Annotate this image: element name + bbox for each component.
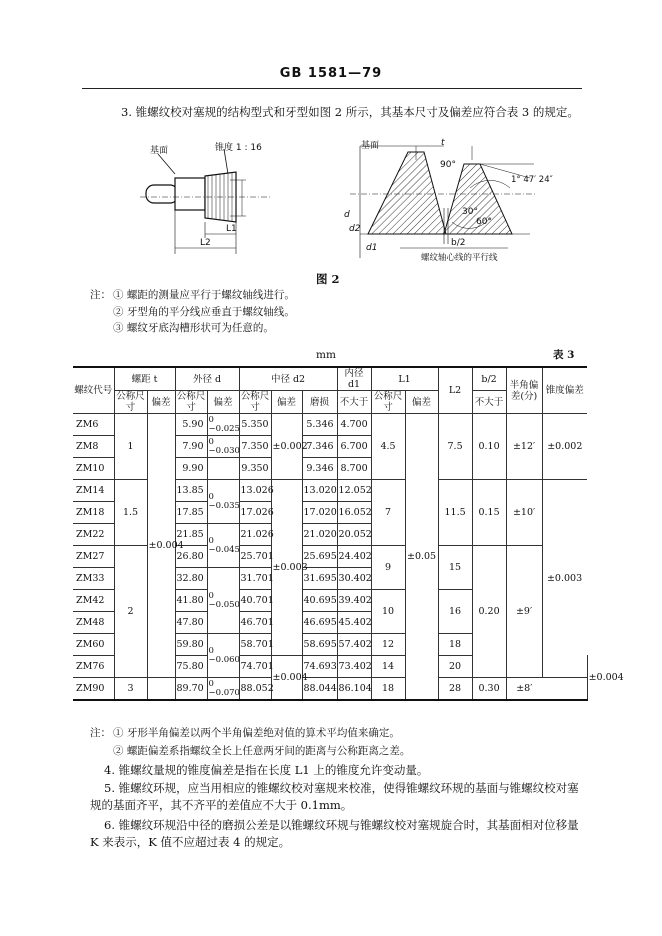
col-head-od: 外径 d (175, 367, 239, 391)
clause-5: 5. 锥螺纹环规，应当用相应的锥螺纹校对塞规来校准，使得锥螺纹环规的基面与锥螺纹校对塞规的基面齐平，其不齐平的差值应不大于 0.1mm。 (90, 781, 579, 812)
col-head-half: 半角偏差(分) (506, 367, 542, 414)
fig-L2-label: L2 (200, 238, 211, 248)
note-item: ③ 螺纹牙底沟槽形状可为任意的。 (113, 322, 274, 334)
note-item: ② 螺距偏差系指螺纹全长上任意两牙间的距离与公称距离之差。 (113, 745, 411, 757)
table-row: ZM22 21.85 0 −0.045 21.026 21.020 20.052 (73, 524, 587, 546)
subhead-wear: 磨损 (302, 391, 337, 414)
table-row: ZM27 2 26.80 25.701 25.695 24.402 9 15 0.20 ±9′ (73, 546, 587, 568)
table-title: 表 3 (553, 349, 575, 361)
fig-L1-label: L1 (226, 224, 237, 234)
table-row: ZM90 3 89.70 0 −0.070 88.052 88.044 86.104 18 28 0.30 ±8′ (73, 678, 587, 701)
col-head-L2: L2 (438, 367, 472, 414)
note-item: ② 牙型角的平分线应垂直于螺纹轴线。 (113, 306, 295, 318)
clause-6: 6. 锥螺纹环规沿中径的磨损公差是以锥螺纹环规与锥螺纹校对塞规旋合时，其基面相对位移量 K 来表示，K 值不应超过表 4 的规定。 (90, 818, 579, 849)
table-row: ZM6 1 ±0.004 5.90 0 −0.025 5.350 ±0.002 5.346 4.700 4.5 ±0.05 7.5 0.10 ±12′ ±0.002 (73, 414, 587, 436)
fig-d-label: d (344, 210, 350, 220)
subhead-nmax: 不大于 (337, 391, 371, 414)
subhead-nominal: 公称尺寸 (176, 391, 206, 413)
figure-caption: 图 2 (316, 272, 340, 286)
fig-d1-label: d1 (366, 243, 378, 253)
subhead-nominal: 公称尺寸 (240, 391, 270, 413)
table-row: ZM33 32.80 0 −0.050 31.701 31.695 30.402 (73, 568, 587, 590)
fig-angle-90-label: 90° (440, 160, 456, 170)
fig-angle-30-label: 30° (462, 207, 478, 217)
col-head-pd: 中径 d2 (239, 367, 337, 391)
note-prefix: 注： (90, 289, 111, 301)
fig-taper-label: 锥度 1 : 16 (215, 143, 262, 153)
fig-angle-60-label: 60° (476, 217, 492, 227)
standard-number: GB 1581—79 (279, 66, 383, 81)
header-rule (82, 88, 582, 89)
subhead-dev: 偏差 (147, 391, 175, 414)
fig-half-angle-label: 1° 47′ 24″ (511, 175, 553, 185)
table-row: ZM76 75.80 74.701 ±0.004 74.693 73.402 14 20 ±0.004 (73, 656, 587, 678)
fig-d2-label: d2 (349, 224, 361, 234)
subhead-dev: 偏差 (271, 391, 302, 414)
note-item: ① 螺距的测量应平行于螺纹轴线进行。 (113, 289, 295, 301)
clause-3: 3. 锥螺纹校对塞规的结构型式和牙型如图 2 所示，其基本尺寸及偏差应符合表 3 的规定。 (121, 105, 579, 119)
subhead-dev: 偏差 (207, 391, 239, 414)
table-row: ZM8 7.90 0 −0.030 7.350 7.346 6.700 (73, 436, 587, 458)
subhead-nominal: 公称尺寸 (371, 391, 405, 414)
fig-right-datum-label: 基面 (361, 141, 380, 151)
clause-4: 4. 锥螺纹量规的锥度偏差是指在长度 L1 上的锥度允许变动量。 (104, 763, 429, 777)
table-unit: mm (316, 349, 336, 361)
table-row: ZM14 1.5 13.85 0 −0.035 13.026 ±0.003 13.020 12.052 7 11.5 0.15 ±10′ ±0.003 (73, 480, 587, 502)
fig-axis-note: 螺纹轴心线的平行线 (421, 253, 498, 263)
table-row: ZM10 9.90 9.350 9.346 8.700 (73, 458, 587, 480)
subhead-dev: 偏差 (405, 391, 438, 414)
col-head-code: 螺纹代号 (73, 367, 114, 414)
col-head-taper: 锥度偏差 (542, 367, 587, 414)
note-prefix: 注： (90, 727, 111, 739)
fig-pitch-t-label: t (441, 138, 445, 148)
col-head-b2: b/2 (472, 367, 506, 391)
col-head-pitch: 螺距 t (114, 367, 175, 391)
table-row: ZM18 17.85 17.026 17.020 16.052 (73, 502, 587, 524)
table-row: ZM60 59.80 0 −0.060 58.701 58.695 57.402 12 18 (73, 634, 587, 656)
note-item: ① 牙形半角偏差以两个半角偏差绝对值的算术平均值来确定。 (113, 727, 400, 739)
subhead-nominal: 公称尺寸 (114, 391, 147, 414)
table-3 (73, 366, 624, 701)
col-head-id: 内径 d1 (337, 367, 371, 391)
table-row: ZM48 47.80 46.701 46.695 45.402 (73, 612, 587, 634)
col-head-L1: L1 (371, 367, 438, 391)
fig-b2-label: b/2 (451, 238, 466, 248)
subhead-nmax: 不大于 (472, 391, 506, 414)
table-row: ZM42 41.80 40.701 40.695 39.402 10 16 (73, 590, 587, 612)
fig-left-datum-label: 基面 (150, 146, 169, 156)
